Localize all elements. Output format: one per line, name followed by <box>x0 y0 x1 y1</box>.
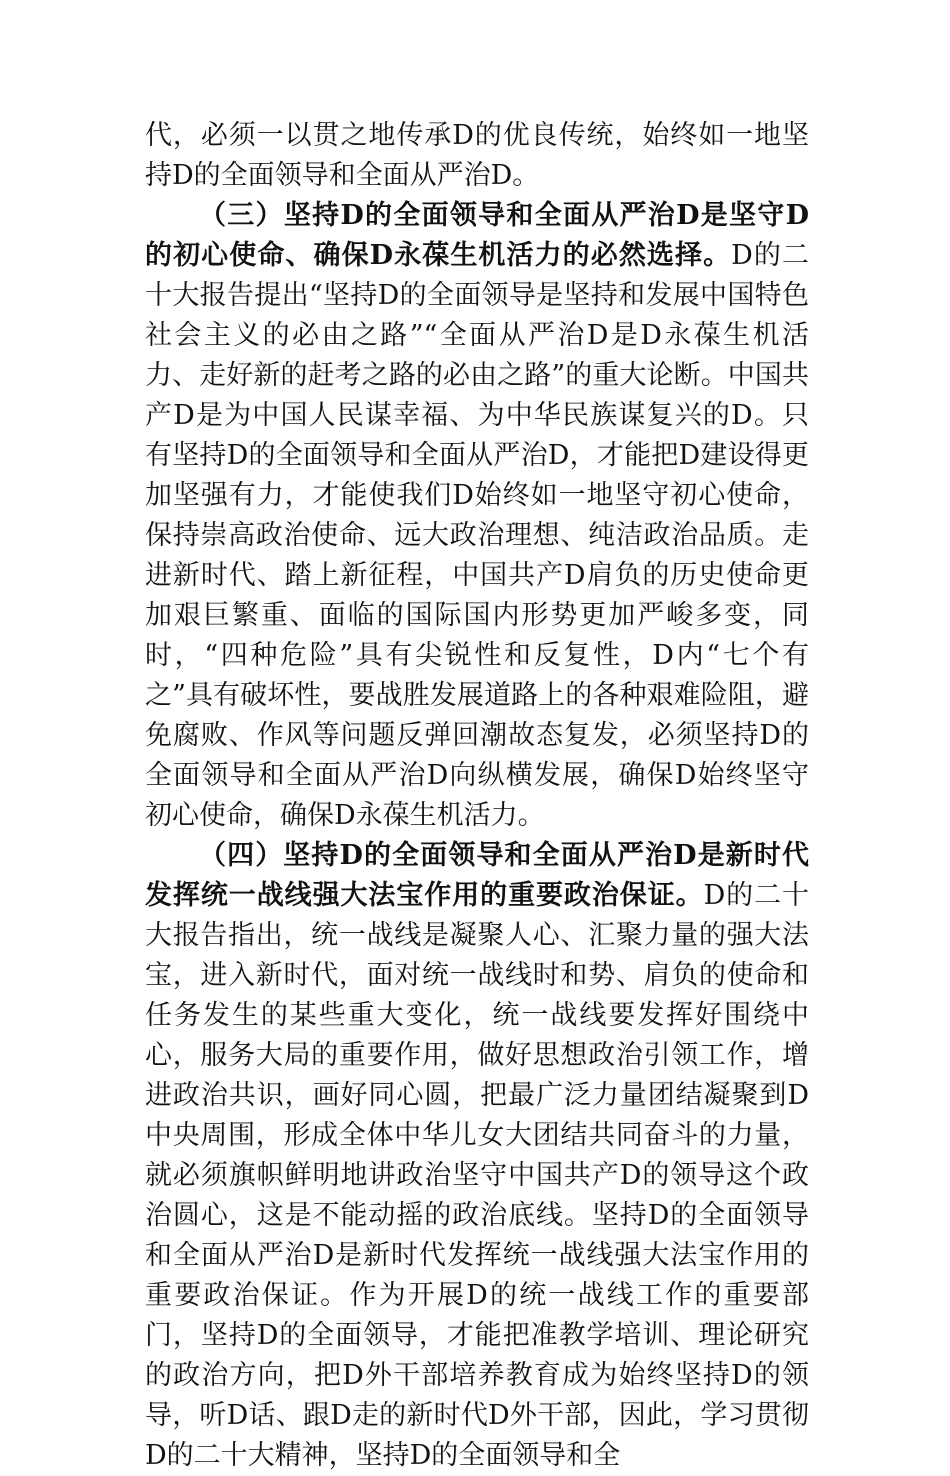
paragraph-section-three <box>145 196 809 836</box>
paragraph-section-four <box>145 836 809 1476</box>
section-three-heading: （三）坚持D的全面领导和全面从严治D是坚守D的初心使命、确保D永葆生机活力的必然选择。 <box>145 200 809 271</box>
section-four-heading: （四）坚持D的全面领导和全面从严治D是新时代发挥统一战线强大法宝作用的重要政治保证。 <box>145 840 809 911</box>
document-body <box>145 116 809 1476</box>
paragraph-text: 代，必须一以贯之地传承D的优良传统，始终如一地坚持D的全面领导和全面从严治D。 <box>145 120 809 191</box>
section-four-text: D的二十大报告指出，统一战线是凝聚人心、汇聚力量的强大法宝，进入新时代，面对统一战线时和势、肩负的使命和任务发生的某些重大变化，统一战线要发挥好围绕中心，服务大局的重要作用，做好思想政治引领工作，增进政治共识，画好同心圆，把最广泛力量团结凝聚到D中央周围，形成全体中华儿女大团结共同奋斗的力量，就必须旗帜鲜明地讲政治坚守中国共产D的领导这个政治圆心，这是不能动摇的政治底线。坚持D的全面领导和全面从严治D是新时代发挥统一战线强大法宝作用的重要政治保证。作为开展D的统一战线工作的重要部门，坚持D的全面领导，才能把准教学培训、理论研究的政治方向，把D外干部培养教育成为始终坚持D的领导，听D话、跟D走的新时代D外干部，因此，学习贯彻D的二十大精神，坚持D的全面领导和全 <box>145 880 809 1471</box>
section-three-text: D的二十大报告提出“坚持D的全面领导是坚持和发展中国特色社会主义的必由之路”“全面从严治D是D永葆生机活力、走好新的赶考之路的必由之路”的重大论断。中国共产D是为中国人民谋幸福、为中华民族谋复兴的D。只有坚持D的全面领导和全面从严治D，才能把D建设得更加坚强有力，才能使我们D始终如一地坚守初心使命，保持崇高政治使命、远大政治理想、纯洁政治品质。走进新时代、踏上新征程，中国共产D肩负的历史使命更加艰巨繁重、面临的国际国内形势更加严峻多变，同时，“四种危险”具有尖锐性和反复性，D内“七个有之”具有破坏性，要战胜发展道路上的各种艰难险阻，避免腐败、作风等问题反弹回潮故态复发，必须坚持D的全面领导和全面从严治D向纵横发展，确保D始终坚守初心使命，确保D永葆生机活力。 <box>145 240 809 831</box>
paragraph-continuation <box>145 116 809 196</box>
